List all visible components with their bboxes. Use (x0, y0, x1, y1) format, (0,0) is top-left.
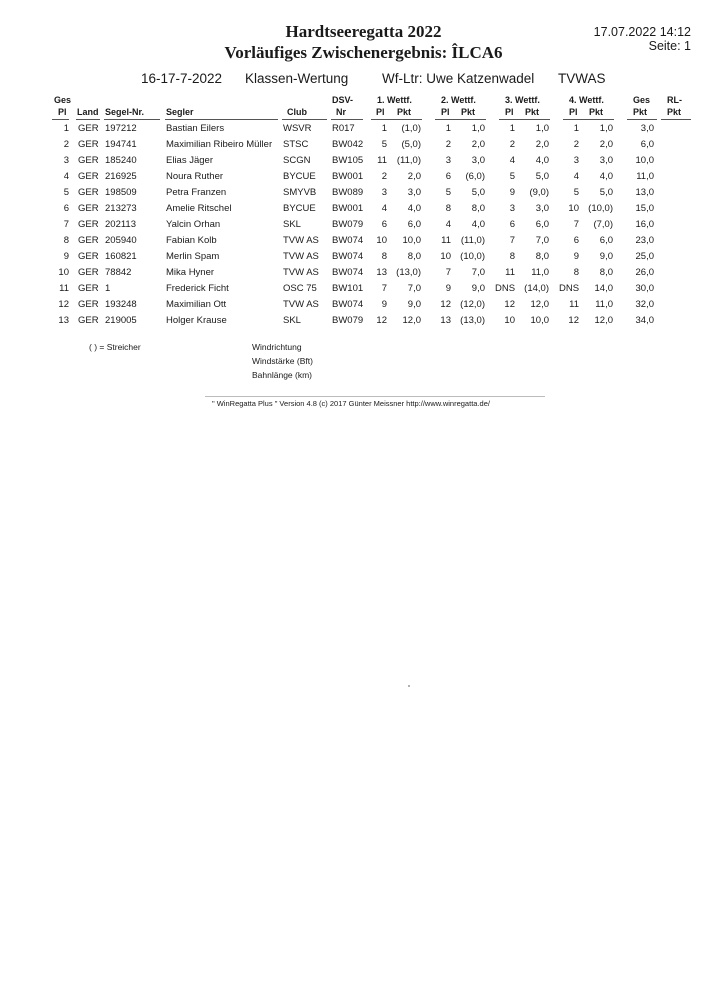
col-ges-pl-bottom: Pl (58, 107, 67, 117)
sail-number-cell: 198509 (105, 187, 137, 198)
race-3-points-cell: 10,0 (530, 315, 549, 326)
race-1-points-cell: 7,0 (407, 283, 421, 294)
software-credit: " WinRegatta Plus " Version 4.8 (c) 2017 Günter Meissner http://www.winregatta.de/ (212, 399, 490, 408)
race-3-place-cell: 10 (504, 315, 515, 326)
race-3-points-cell: 11,0 (531, 267, 549, 278)
dsv-number-cell: BW001 (332, 203, 364, 214)
scan-speck (408, 685, 410, 687)
dsv-number-cell: R017 (332, 123, 355, 134)
col-race-3-pkt: Pkt (525, 107, 540, 117)
col-club: Club (287, 107, 307, 117)
race-3-points-cell: 12,0 (530, 299, 549, 310)
race-3-points-cell: 3,0 (535, 203, 549, 214)
page-number: Seite: 1 (648, 39, 691, 53)
dsv-number-cell: BW079 (332, 219, 364, 230)
total-points-cell: 30,0 (635, 283, 654, 294)
sail-number-cell: 213273 (105, 203, 137, 214)
club-cell: OSC 75 (283, 283, 317, 294)
club-cell: SKL (283, 219, 301, 230)
table-row (0, 249, 727, 265)
race-4-points-cell: (10,0) (588, 203, 613, 214)
col-dsv-top: DSV- (332, 95, 354, 105)
race-2-points-cell: 3,0 (471, 155, 485, 166)
header-underline (104, 119, 160, 120)
race-4-place-cell: 9 (573, 251, 579, 262)
col-race-2: 2. Wettf. (441, 95, 476, 105)
race-4-points-cell: 3,0 (599, 155, 613, 166)
club-cell: STSC (283, 139, 309, 150)
col-race-4-pkt: Pkt (589, 107, 604, 117)
race-1-place-cell: 1 (381, 123, 387, 134)
race-4-points-cell: 11,0 (595, 299, 613, 310)
dsv-number-cell: BW074 (332, 267, 364, 278)
race-4-points-cell: 5,0 (599, 187, 613, 198)
sailor-name-cell: Yalcin Orhan (166, 219, 221, 230)
race-2-place-cell: 2 (445, 139, 451, 150)
sailor-name-cell: Fabian Kolb (166, 235, 217, 246)
country-cell: GER (78, 251, 99, 262)
sail-number-cell: 160821 (105, 251, 137, 262)
race-2-points-cell: 1,0 (471, 123, 485, 134)
race-3-place-cell: 8 (509, 251, 515, 262)
col-segler: Segler (166, 107, 194, 117)
race-2-points-cell: (13,0) (460, 315, 485, 326)
dsv-number-cell: BW074 (332, 235, 364, 246)
header-underline (165, 119, 278, 120)
position-cell: 2 (63, 139, 69, 150)
race-1-points-cell: (1,0) (401, 123, 421, 134)
sail-number-cell: 78842 (105, 267, 132, 278)
col-land: Land (77, 107, 99, 117)
col-ges-pl-top: Ges (54, 95, 72, 105)
table-row (0, 281, 727, 297)
race-4-points-cell: 4,0 (599, 171, 613, 182)
total-points-cell: 23,0 (635, 235, 654, 246)
sailor-name-cell: Bastian Eilers (166, 123, 225, 134)
sail-number-cell: 193248 (105, 299, 137, 310)
header-underline (435, 119, 486, 120)
club-cell: TVW AS (283, 267, 319, 278)
sail-number-cell: 216925 (105, 171, 137, 182)
total-points-cell: 26,0 (635, 267, 654, 278)
footer-divider (205, 396, 545, 397)
race-1-points-cell: 4,0 (407, 203, 421, 214)
race-4-points-cell: (7,0) (593, 219, 613, 230)
race-1-points-cell: 6,0 (407, 219, 421, 230)
discard-note: ( ) = Streicher (89, 342, 141, 352)
table-row (0, 121, 727, 137)
sailor-name-cell: Petra Franzen (166, 187, 227, 198)
position-cell: 4 (63, 171, 69, 182)
race-3-points-cell: 4,0 (535, 155, 549, 166)
race-2-place-cell: 13 (440, 315, 451, 326)
total-points-cell: 32,0 (635, 299, 654, 310)
race-2-place-cell: 9 (445, 283, 451, 294)
race-1-points-cell: 2,0 (407, 171, 421, 182)
race-2-place-cell: 4 (445, 219, 451, 230)
race-3-points-cell: 5,0 (535, 171, 549, 182)
club-cell: BYCUE (283, 203, 316, 214)
position-cell: 11 (59, 283, 69, 294)
race-3-place-cell: 6 (509, 219, 515, 230)
sailor-name-cell: Maximilian Ott (166, 299, 227, 310)
course-length-label: Bahnlänge (km) (252, 370, 313, 380)
sailor-name-cell: Amelie Ritschel (166, 203, 232, 214)
race-4-points-cell: 9,0 (599, 251, 613, 262)
sailor-name-cell: Elias Jäger (166, 155, 213, 166)
race-4-place-cell: 1 (573, 123, 579, 134)
race-3-points-cell: (9,0) (529, 187, 549, 198)
event-dates: 16-17-7-2022 (141, 71, 223, 86)
country-cell: GER (78, 315, 99, 326)
race-4-points-cell: 2,0 (599, 139, 613, 150)
race-4-points-cell: 6,0 (599, 235, 613, 246)
race-2-place-cell: 3 (445, 155, 451, 166)
dsv-number-cell: BW074 (332, 299, 364, 310)
position-cell: 5 (63, 187, 69, 198)
race-officer: Wf-Ltr: Uwe Katzenwadel (382, 71, 535, 86)
race-1-place-cell: 6 (381, 219, 387, 230)
dsv-number-cell: BW105 (332, 155, 364, 166)
col-race-1: 1. Wettf. (377, 95, 412, 105)
table-row (0, 137, 727, 153)
race-1-points-cell: 9,0 (407, 299, 421, 310)
total-points-cell: 16,0 (635, 219, 654, 230)
race-2-points-cell: (11,0) (460, 235, 485, 246)
col-race-3: 3. Wettf. (505, 95, 540, 105)
race-4-place-cell: 3 (573, 155, 579, 166)
position-cell: 1 (63, 123, 69, 134)
country-cell: GER (78, 267, 99, 278)
total-points-cell: 10,0 (635, 155, 654, 166)
race-4-place-cell: DNS (559, 283, 580, 294)
race-4-place-cell: 8 (573, 267, 579, 278)
race-1-place-cell: 10 (376, 235, 387, 246)
table-row (0, 233, 727, 249)
table-row (0, 185, 727, 201)
table-row (0, 169, 727, 185)
print-datetime: 17.07.2022 14:12 (593, 25, 691, 39)
race-1-place-cell: 2 (381, 171, 387, 182)
table-row (0, 297, 727, 313)
col-race-3-pl: Pl (505, 107, 514, 117)
sailor-name-cell: Maximilian Ribeiro Müller (166, 139, 273, 150)
race-4-points-cell: 8,0 (599, 267, 613, 278)
race-1-place-cell: 13 (376, 267, 387, 278)
race-1-points-cell: (5,0) (401, 139, 421, 150)
race-1-place-cell: 11 (377, 155, 387, 166)
scoring-mode: Klassen-Wertung (245, 71, 349, 86)
position-cell: 6 (63, 203, 69, 214)
country-cell: GER (78, 203, 99, 214)
race-3-points-cell: 7,0 (535, 235, 549, 246)
dsv-number-cell: BW079 (332, 315, 364, 326)
race-1-place-cell: 9 (381, 299, 387, 310)
club-cell: WSVR (283, 123, 312, 134)
country-cell: GER (78, 123, 99, 134)
table-row (0, 201, 727, 217)
race-3-points-cell: 2,0 (535, 139, 549, 150)
race-3-points-cell: 8,0 (535, 251, 549, 262)
club-cell: SKL (283, 315, 301, 326)
race-2-place-cell: 8 (445, 203, 451, 214)
race-4-place-cell: 5 (573, 187, 579, 198)
race-3-place-cell: 3 (509, 203, 515, 214)
organizer-club: TVWAS (558, 71, 606, 86)
race-2-points-cell: 4,0 (471, 219, 485, 230)
race-2-points-cell: 7,0 (471, 267, 485, 278)
race-3-place-cell: 5 (509, 171, 515, 182)
header-underline (661, 119, 691, 120)
sail-number-cell: 194741 (105, 139, 137, 150)
race-2-place-cell: 6 (445, 171, 451, 182)
dsv-number-cell: BW074 (332, 251, 364, 262)
page-title: Hardtseeregatta 2022 (285, 22, 442, 41)
total-points-cell: 34,0 (635, 315, 654, 326)
club-cell: SCGN (283, 155, 311, 166)
dsv-number-cell: BW089 (332, 187, 364, 198)
dsv-number-cell: BW001 (332, 171, 364, 182)
race-2-place-cell: 7 (445, 267, 451, 278)
header-underline (76, 119, 100, 120)
total-points-cell: 6,0 (640, 139, 654, 150)
total-points-cell: 13,0 (635, 187, 654, 198)
col-segel-nr: Segel-Nr. (105, 107, 145, 117)
position-cell: 10 (58, 267, 69, 278)
table-row (0, 313, 727, 329)
race-3-place-cell: 9 (509, 187, 515, 198)
header-underline (52, 119, 69, 120)
race-1-points-cell: 12,0 (402, 315, 421, 326)
race-4-place-cell: 4 (573, 171, 579, 182)
race-4-place-cell: 6 (573, 235, 579, 246)
race-3-place-cell: 12 (504, 299, 515, 310)
col-race-2-pkt: Pkt (461, 107, 476, 117)
race-2-place-cell: 11 (441, 235, 451, 246)
club-cell: TVW AS (283, 235, 319, 246)
race-4-place-cell: 10 (568, 203, 579, 214)
race-4-points-cell: 1,0 (599, 123, 613, 134)
race-2-points-cell: (6,0) (465, 171, 485, 182)
position-cell: 7 (63, 219, 69, 230)
race-4-place-cell: 11 (569, 299, 579, 310)
total-points-cell: 15,0 (635, 203, 654, 214)
race-1-points-cell: 3,0 (407, 187, 421, 198)
col-race-1-pl: Pl (376, 107, 385, 117)
total-points-cell: 3,0 (640, 123, 654, 134)
race-2-points-cell: 2,0 (471, 139, 485, 150)
position-cell: 9 (63, 251, 69, 262)
race-1-points-cell: (11,0) (396, 155, 421, 166)
country-cell: GER (78, 187, 99, 198)
race-2-points-cell: 5,0 (471, 187, 485, 198)
race-1-points-cell: (13,0) (396, 267, 421, 278)
sailor-name-cell: Noura Ruther (166, 171, 224, 182)
dsv-number-cell: BW042 (332, 139, 364, 150)
header-underline (282, 119, 327, 120)
sailor-name-cell: Merlin Spam (166, 251, 220, 262)
race-3-place-cell: 11 (505, 267, 515, 278)
race-2-points-cell: (12,0) (460, 299, 485, 310)
header-underline (499, 119, 550, 120)
header-underline (331, 119, 363, 120)
sail-number-cell: 197212 (105, 123, 137, 134)
race-2-place-cell: 5 (445, 187, 451, 198)
col-race-4: 4. Wettf. (569, 95, 604, 105)
wind-direction-label: Windrichtung (252, 342, 302, 352)
country-cell: GER (78, 155, 99, 166)
race-3-place-cell: 4 (509, 155, 515, 166)
table-row (0, 153, 727, 169)
col-ges-pkt-bottom: Pkt (633, 107, 648, 117)
table-row (0, 217, 727, 233)
position-cell: 12 (58, 299, 69, 310)
position-cell: 13 (58, 315, 69, 326)
race-2-points-cell: (10,0) (460, 251, 485, 262)
race-1-points-cell: 10,0 (402, 235, 421, 246)
country-cell: GER (78, 219, 99, 230)
country-cell: GER (78, 283, 99, 294)
club-cell: SMYVB (283, 187, 317, 198)
total-points-cell: 25,0 (635, 251, 654, 262)
country-cell: GER (78, 171, 99, 182)
header-underline (563, 119, 614, 120)
country-cell: GER (78, 235, 99, 246)
race-2-place-cell: 10 (440, 251, 451, 262)
club-cell: BYCUE (283, 171, 316, 182)
race-2-points-cell: 9,0 (471, 283, 485, 294)
race-2-points-cell: 8,0 (471, 203, 485, 214)
race-3-place-cell: DNS (495, 283, 516, 294)
table-row (0, 265, 727, 281)
race-1-place-cell: 12 (376, 315, 387, 326)
race-4-place-cell: 7 (573, 219, 579, 230)
col-rl-pkt-bottom: Pkt (667, 107, 682, 117)
sail-number-cell: 202113 (105, 219, 136, 230)
total-points-cell: 11,0 (636, 171, 654, 182)
race-1-place-cell: 5 (381, 139, 387, 150)
page-subtitle: Vorläufiges Zwischenergebnis: ÎLCA6 (224, 43, 503, 62)
dsv-number-cell: BW101 (332, 283, 364, 294)
sail-number-cell: 1 (105, 283, 111, 294)
race-2-place-cell: 12 (440, 299, 451, 310)
header-underline (371, 119, 422, 120)
sailor-name-cell: Mika Hyner (166, 267, 215, 278)
position-cell: 8 (63, 235, 69, 246)
header-underline (627, 119, 657, 120)
col-dsv-bottom: Nr (336, 107, 347, 117)
race-3-points-cell: 1,0 (535, 123, 549, 134)
sail-number-cell: 205940 (105, 235, 137, 246)
country-cell: GER (78, 299, 99, 310)
race-3-place-cell: 7 (509, 235, 515, 246)
race-4-place-cell: 12 (568, 315, 579, 326)
sail-number-cell: 185240 (105, 155, 137, 166)
club-cell: TVW AS (283, 299, 319, 310)
country-cell: GER (78, 139, 99, 150)
race-1-place-cell: 8 (381, 251, 387, 262)
col-rl-pkt-top: RL- (667, 95, 682, 105)
col-race-1-pkt: Pkt (397, 107, 412, 117)
race-3-points-cell: (14,0) (524, 283, 549, 294)
race-2-place-cell: 1 (445, 123, 451, 134)
race-4-place-cell: 2 (573, 139, 579, 150)
race-1-place-cell: 7 (381, 283, 387, 294)
race-3-place-cell: 1 (509, 123, 515, 134)
sail-number-cell: 219005 (105, 315, 137, 326)
race-4-points-cell: 14,0 (594, 283, 613, 294)
race-1-points-cell: 8,0 (407, 251, 421, 262)
race-4-points-cell: 12,0 (594, 315, 613, 326)
sailor-name-cell: Holger Krause (166, 315, 227, 326)
race-3-place-cell: 2 (509, 139, 515, 150)
col-ges-pkt-top: Ges (633, 95, 651, 105)
col-race-4-pl: Pl (569, 107, 578, 117)
col-race-2-pl: Pl (441, 107, 450, 117)
wind-strength-label: Windstärke (Bft) (252, 356, 313, 366)
club-cell: TVW AS (283, 251, 319, 262)
race-1-place-cell: 4 (381, 203, 387, 214)
sailor-name-cell: Frederick Ficht (166, 283, 229, 294)
race-1-place-cell: 3 (381, 187, 387, 198)
race-3-points-cell: 6,0 (535, 219, 549, 230)
position-cell: 3 (63, 155, 69, 166)
